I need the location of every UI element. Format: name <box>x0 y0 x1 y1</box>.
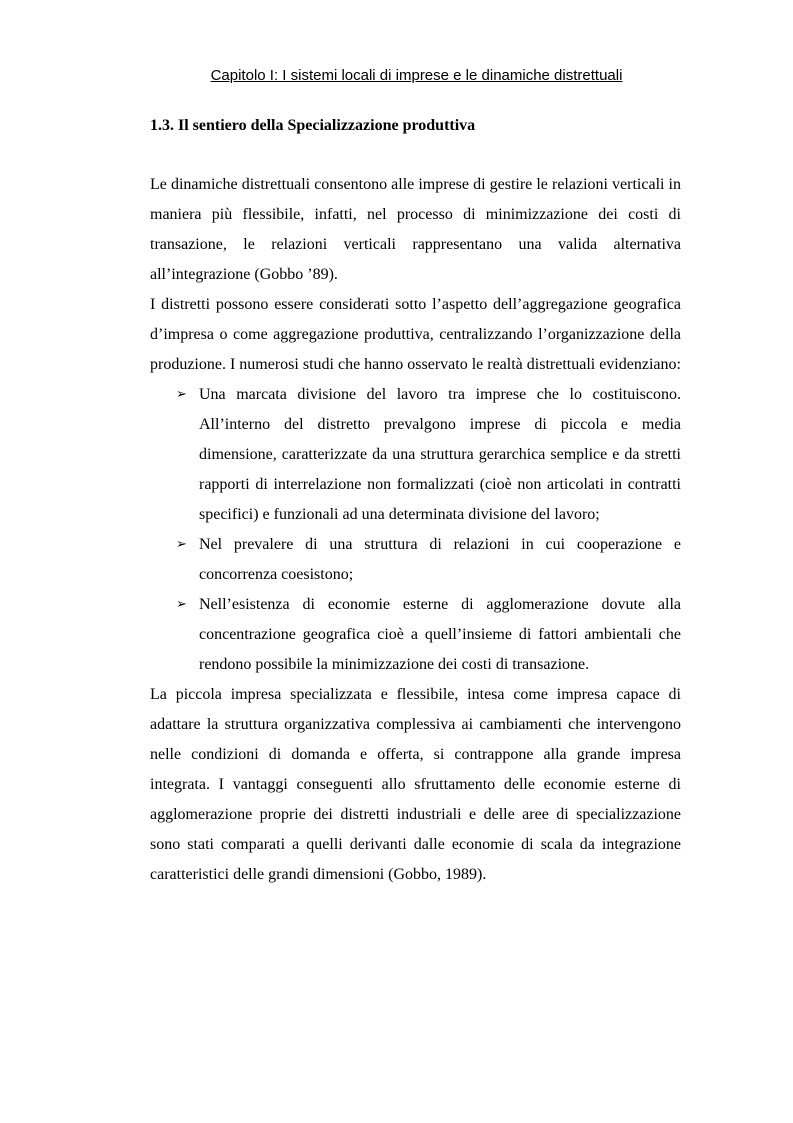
list-item <box>150 530 681 590</box>
paragraph-intro: Le dinamiche distrettuali consentono alle imprese di gestire le relazioni verticali in maniera più flessibile, infatti, nel processo di minimizzazione dei costi di transazione, le relazioni verticali rappresentano una valida alternativa all’integrazione (Gobbo ’89). <box>150 176 681 283</box>
running-header: Capitolo I: I sistemi locali di imprese e le dinamiche distrettuali <box>210 67 623 84</box>
body-text <box>150 170 681 890</box>
list-item-text: Nell’esistenza di economie esterne di agglomerazione dovute alla concentrazione geografica cioè a quell’insieme di fattori ambientali che rendono possibile la minimizzazione dei costi di transazione. <box>199 596 681 673</box>
arrow-bullet-icon: ➢ <box>176 537 187 552</box>
list-item-text: Nel prevalere di una struttura di relazioni in cui cooperazione e concorrenza coesistono; <box>199 536 681 583</box>
arrow-bullet-icon: ➢ <box>176 597 187 612</box>
section-heading: 1.3. Il sentiero della Specializzazione produttiva <box>150 117 476 134</box>
bullet-list <box>150 380 681 680</box>
list-item-text: Una marcata divisione del lavoro tra imprese che lo costituiscono. All’interno del distretto prevalgono imprese di piccola e media dimensione, caratterizzate da una struttura gerarchica semplice e da stretti rapporti di interrelazione non formalizzati (cioè non articolati in contratti specifici) e funzionali ad una determinata divisione del lavoro; <box>199 386 681 523</box>
list-item <box>150 590 681 680</box>
arrow-bullet-icon: ➢ <box>176 387 187 402</box>
paragraph-small-firm: La piccola impresa specializzata e flessibile, intesa come impresa capace di adattare la struttura organizzativa complessiva ai cambiamenti che intervengono nelle condizioni di domanda e offerta, si contrappone alla grande impresa integrata. I vantaggi conseguenti allo sfruttamento delle economie esterne di agglomerazione proprie dei distretti industriali e delle aree di specializzazione sono stati comparati a quelli derivanti dalle economie di scala da integrazione caratteristici delle grandi dimensioni (Gobbo, 1989). <box>150 686 681 883</box>
list-item <box>150 380 681 530</box>
paragraph-districts: I distretti possono essere considerati sotto l’aspetto dell’aggregazione geografica d’impresa o come aggregazione produttiva, centralizzando l’organizzazione della produzione. I numerosi studi che hanno osservato le realtà distrettuali evidenziano: <box>150 296 681 373</box>
